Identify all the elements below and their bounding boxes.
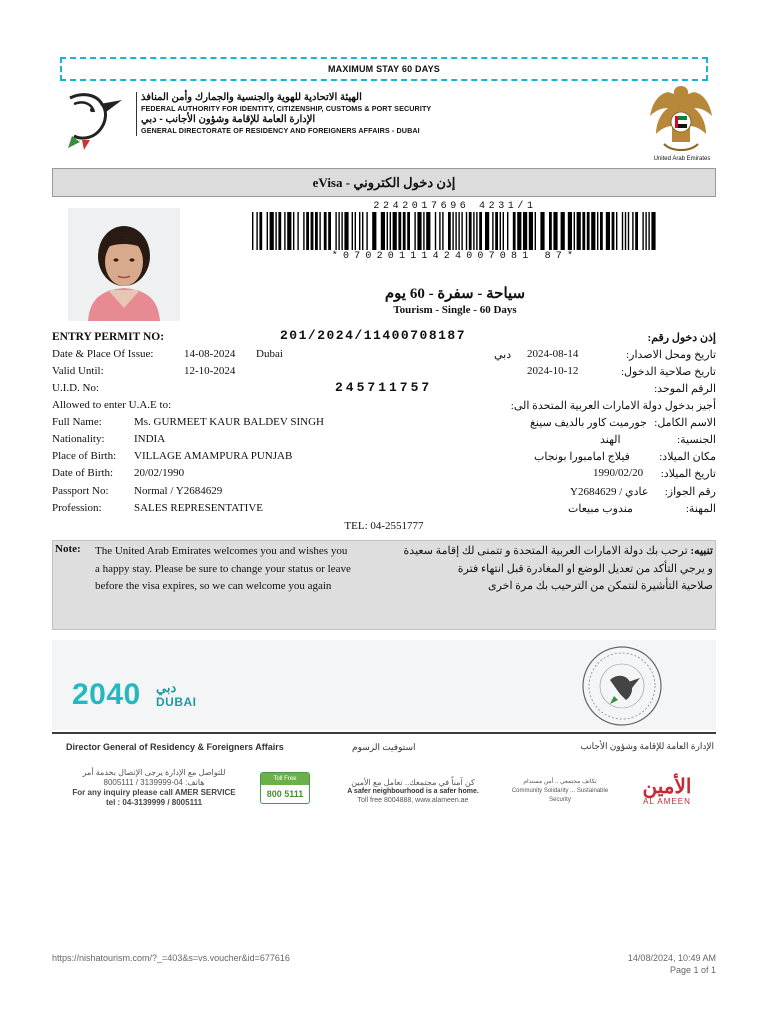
nationality-value-ar: الهند bbox=[600, 434, 621, 446]
print-url: https://nishatourism.com/?_=403&s=vs.voucher&id=677616 bbox=[52, 953, 290, 963]
barcode-bar bbox=[612, 212, 615, 250]
dob-label-ar: تاريخ الميلاد: bbox=[660, 468, 716, 480]
barcode-bar bbox=[625, 212, 626, 250]
dubai-2040-banner bbox=[52, 640, 716, 730]
barcode-bar bbox=[362, 212, 363, 250]
barcode-bar bbox=[355, 212, 356, 250]
barcode-bar bbox=[435, 212, 436, 250]
barcode-bar bbox=[492, 212, 493, 250]
authority-name-ar-2: الإدارة العامة للإقامة وشؤون الأجانب - دبي bbox=[141, 114, 316, 125]
max-stay-text: MAXIMUM STAY 60 DAYS bbox=[327, 64, 441, 74]
barcode-bar bbox=[568, 212, 572, 250]
contact-info bbox=[64, 768, 244, 808]
visa-type-en: Tourism - Single - 60 Days bbox=[393, 304, 517, 316]
barcode-bar bbox=[503, 212, 504, 250]
barcode-bar bbox=[606, 212, 610, 250]
uid-label: U.I.D. No: bbox=[52, 382, 100, 394]
barcode-bar bbox=[651, 212, 655, 250]
barcode-bar bbox=[535, 212, 536, 250]
nationality-value: INDIA bbox=[134, 433, 166, 445]
barcode-bar bbox=[523, 212, 527, 250]
uae-emblem-icon bbox=[646, 80, 716, 156]
barcode-bar bbox=[359, 212, 360, 250]
barcode-bar bbox=[315, 212, 318, 250]
barcode-bar bbox=[328, 212, 331, 250]
barcode-bar bbox=[423, 212, 424, 250]
barcode-bar bbox=[469, 212, 472, 250]
uid-number: 245711757 bbox=[335, 380, 433, 395]
toll-free-label: Toll Free bbox=[261, 773, 309, 785]
barcode-bar bbox=[297, 212, 298, 250]
barcode-bar bbox=[287, 212, 291, 250]
valid-until-date-ar: 2024-10-12 bbox=[527, 365, 579, 377]
issue-label: Date & Place Of Issue: bbox=[52, 348, 154, 360]
barcode-bar bbox=[426, 212, 430, 250]
note-ar-line-2: صلاحية التأشيرة لنتمكن من الترحيب بك مرة اخرى bbox=[488, 580, 713, 592]
contact-ar: للتواصل مع الإدارة يرجى الإتصال بخدمة أمر bbox=[82, 768, 226, 777]
authority-name-ar-1: الهيئة الاتحادية للهوية والجنسية والجمارك وأمن المنافذ bbox=[141, 92, 362, 103]
applicant-photo bbox=[68, 208, 180, 321]
safer-neighbourhood bbox=[328, 778, 498, 805]
passport-value: Normal / Y2684629 bbox=[134, 485, 223, 497]
barcode-bar bbox=[476, 212, 477, 250]
barcode-bar bbox=[485, 212, 489, 250]
community-slogan bbox=[510, 778, 610, 805]
evisa-title: eVisa - إذن دخول الكتروني bbox=[312, 174, 456, 190]
barcode-bar bbox=[442, 212, 443, 250]
barcode-bar bbox=[591, 212, 595, 250]
barcode-bar bbox=[495, 212, 498, 250]
barcode-bar bbox=[466, 212, 467, 250]
issue-label-ar: تاريخ ومحل الاصدار: bbox=[626, 349, 716, 361]
barcode-bar bbox=[549, 212, 552, 250]
safer-ar: كن آمناً في مجتمعك.. تعامل مع الأمين bbox=[351, 778, 475, 787]
note-line-3: before the visa expires, so we can welcome you again bbox=[95, 580, 332, 592]
max-stay-banner bbox=[60, 57, 708, 81]
note-text-en bbox=[95, 543, 357, 596]
barcode-bar bbox=[407, 212, 410, 250]
barcode-bar bbox=[461, 212, 462, 250]
barcode-bar bbox=[458, 212, 459, 250]
barcode-bar bbox=[393, 212, 397, 250]
contact-en: For any inquiry please call AMER SERVICE bbox=[72, 788, 236, 797]
barcode-bar bbox=[387, 212, 388, 250]
nationality-label: Nationality: bbox=[52, 433, 105, 445]
barcode-bar bbox=[390, 212, 391, 250]
barcode-bar bbox=[635, 212, 638, 250]
barcode-bar bbox=[403, 212, 406, 250]
barcode-bar bbox=[381, 212, 385, 250]
directorate-ar: الإدارة العامة للإقامة وشؤون الأجانب bbox=[580, 741, 714, 751]
profession-value-ar: مندوب مبيعات bbox=[568, 503, 633, 515]
barcode bbox=[252, 212, 656, 250]
barcode-bar bbox=[259, 212, 262, 250]
dubai-2040-logo: 2040 bbox=[72, 678, 141, 711]
safer-en: A safer neighbourhood is a safer home. bbox=[347, 788, 479, 795]
entry-permit-number: 201/2024/11400708187 bbox=[280, 328, 467, 343]
barcode-bar bbox=[306, 212, 309, 250]
barcode-bar bbox=[278, 212, 281, 250]
toll-free-logo bbox=[260, 772, 310, 804]
passport-label-ar: رقم الجواز: bbox=[664, 486, 716, 498]
emblem-label: United Arab Emirates bbox=[653, 156, 711, 162]
barcode-bar bbox=[553, 212, 557, 250]
barcode-bar bbox=[600, 212, 603, 250]
barcode-bar bbox=[275, 212, 276, 250]
barcode-bar bbox=[455, 212, 456, 250]
full-name-label: Full Name: bbox=[52, 416, 102, 428]
note-text-ar bbox=[401, 543, 713, 596]
valid-until-label: Valid Until: bbox=[52, 365, 104, 377]
footer-strip bbox=[52, 732, 716, 824]
note-ar-line-1: ترحب بك دولة الامارات العربية المتحدة و تتمنى لك إقامة سعيدة و يرجي التأكد من تعديل الوضع او المغادرة قبل انتهاء فترة bbox=[403, 545, 713, 575]
barcode-bar bbox=[344, 212, 348, 250]
barcode-bar bbox=[473, 212, 474, 250]
barcode-bar bbox=[616, 212, 617, 250]
authority-name-en-1: FEDERAL AUTHORITY FOR IDENTITY, CITIZENSHIP, CUSTOMS & PORT SECURITY bbox=[141, 104, 432, 113]
profession-label: Profession: bbox=[52, 502, 102, 514]
director-general-title: Director General of Residency & Foreigners Affairs bbox=[66, 742, 284, 752]
dubai-logo-en: DUBAI bbox=[156, 695, 197, 709]
note-label-ar: تنبيه: bbox=[690, 545, 713, 557]
toll-free-number: 800 5111 bbox=[266, 789, 304, 799]
barcode-bar bbox=[319, 212, 320, 250]
note-line-1: The United Arab Emirates welcomes you and wishes you bbox=[95, 545, 348, 557]
barcode-bar bbox=[398, 212, 401, 250]
barcode-bar bbox=[335, 212, 336, 250]
authority-header bbox=[136, 92, 436, 136]
barcode-bar bbox=[500, 212, 501, 250]
barcode-bar bbox=[648, 212, 649, 250]
valid-until-date: 12-10-2024 bbox=[184, 365, 236, 377]
issue-date-ar: 2024-08-14 bbox=[527, 348, 579, 360]
profession-label-ar: المهنة: bbox=[685, 503, 716, 515]
barcode-bar bbox=[417, 212, 421, 250]
barcode-bar bbox=[452, 212, 453, 250]
contact-numbers-ar: هاتف: 04-3139999 / 8005111 bbox=[103, 778, 205, 787]
barcode-bar bbox=[352, 212, 353, 250]
full-name-label-ar: الاسم الكامل: bbox=[654, 417, 716, 429]
issue-place: Dubai bbox=[256, 348, 283, 360]
safer-toll: Toll free 8004888, www.alameen.ae bbox=[357, 797, 469, 804]
birth-place-value-ar: فيلاج امامبورا بونجاب bbox=[534, 451, 630, 463]
barcode-bar bbox=[513, 212, 516, 250]
passport-label: Passport No: bbox=[52, 485, 109, 497]
dob-value-ar: 1990/02/20 bbox=[593, 467, 644, 479]
full-name-value-ar: جورميت كاور بالديف سينغ bbox=[530, 417, 647, 429]
barcode-top-number: 2242017696 4231/1 bbox=[373, 201, 537, 212]
telephone: TEL: 04-2551777 bbox=[344, 520, 424, 532]
allowed-label: Allowed to enter U.A.E to: bbox=[52, 399, 172, 411]
birth-place-value: VILLAGE AMAMPURA PUNJAB bbox=[134, 450, 293, 462]
barcode-bar bbox=[577, 212, 581, 250]
nationality-label-ar: الجنسية: bbox=[677, 434, 716, 446]
barcode-bar bbox=[561, 212, 565, 250]
barcode-bar bbox=[439, 212, 440, 250]
issue-place-ar: دبي bbox=[494, 349, 512, 361]
evisa-title-bar bbox=[52, 168, 716, 197]
barcode-bar bbox=[284, 212, 285, 250]
barcode-bar bbox=[645, 212, 646, 250]
barcode-bar bbox=[252, 212, 253, 250]
barcode-bar bbox=[507, 212, 508, 250]
valid-until-label-ar: تاريخ صلاحية الدخول: bbox=[620, 366, 716, 378]
barcode-bar bbox=[582, 212, 585, 250]
barcode-bar bbox=[632, 212, 633, 250]
barcode-bar bbox=[622, 212, 623, 250]
barcode-bar bbox=[642, 212, 643, 250]
barcode-bar bbox=[628, 212, 629, 250]
barcode-bar bbox=[479, 212, 482, 250]
barcode-bar bbox=[256, 212, 257, 250]
official-stamp-icon bbox=[580, 644, 664, 728]
birth-place-label-ar: مكان الميلاد: bbox=[659, 451, 716, 463]
entry-permit-label: ENTRY PERMIT NO: bbox=[52, 331, 165, 343]
authority-name-en-2: GENERAL DIRECTORATE OF RESIDENCY AND FOREIGNERS AFFAIRS - DUBAI bbox=[141, 126, 420, 135]
barcode-bar bbox=[267, 212, 268, 250]
barcode-bar bbox=[270, 212, 274, 250]
dob-label: Date of Birth: bbox=[52, 467, 114, 479]
barcode-bar bbox=[540, 212, 544, 250]
barcode-bar bbox=[448, 212, 451, 250]
note-label: Note: bbox=[55, 543, 81, 555]
barcode-bar bbox=[341, 212, 342, 250]
barcode-bar bbox=[597, 212, 598, 250]
passport-value-ar: Y2684629 / عادي bbox=[570, 486, 649, 498]
barcode-bar bbox=[366, 212, 367, 250]
visa-type-ar: سياحة - سفرة - 60 يوم bbox=[384, 286, 526, 302]
print-datetime: 14/08/2024, 10:49 AM bbox=[627, 953, 716, 963]
al-ameen-logo-ar: الأمين bbox=[642, 776, 692, 798]
barcode-bar bbox=[574, 212, 575, 250]
barcode-bar bbox=[311, 212, 314, 250]
barcode-bar bbox=[587, 212, 590, 250]
page-number: Page 1 of 1 bbox=[669, 965, 716, 975]
allowed-label-ar: أجيز بدخول دولة الامارات العربية المتحدة الى: bbox=[510, 400, 716, 412]
barcode-bar bbox=[338, 212, 339, 250]
barcode-bar bbox=[324, 212, 327, 250]
dob-value: 20/02/1990 bbox=[134, 467, 185, 479]
al-ameen-logo-en: AL AMEEN bbox=[643, 797, 691, 806]
profession-value: SALES REPRESENTATIVE bbox=[134, 502, 263, 514]
community-ar: تكاتف مجتمعي .. أمن مستدام bbox=[523, 779, 597, 785]
full-name-value: Ms. GURMEET KAUR BALDEV SINGH bbox=[134, 416, 324, 428]
note-panel bbox=[52, 540, 716, 630]
community-en: Community Solidarity ... Sustainable Security bbox=[511, 788, 609, 803]
contact-tel: tel : 04-3139999 / 8005111 bbox=[105, 798, 203, 807]
barcode-bar bbox=[529, 212, 533, 250]
dubai-logo-ar: دبي bbox=[156, 680, 177, 695]
barcode-bar bbox=[517, 212, 521, 250]
barcode-bar bbox=[414, 212, 415, 250]
uid-label-ar: الرقم الموحد: bbox=[654, 383, 716, 395]
issue-date: 14-08-2024 bbox=[184, 348, 236, 360]
barcode-bar bbox=[372, 212, 376, 250]
applicant-portrait-icon bbox=[68, 208, 180, 321]
falcon-logo-icon bbox=[62, 90, 130, 152]
birth-place-label: Place of Birth: bbox=[52, 450, 117, 462]
entry-permit-label-ar: إذن دخول رقم: bbox=[647, 332, 716, 344]
fees-paid-ar: استوفيت الرسوم bbox=[352, 742, 416, 752]
note-line-2: a happy stay. Please be sure to change your status or leave bbox=[95, 562, 351, 575]
barcode-bar bbox=[293, 212, 294, 250]
barcode-bottom-number: *07020111424007081 87* bbox=[331, 251, 579, 262]
barcode-bar bbox=[303, 212, 304, 250]
